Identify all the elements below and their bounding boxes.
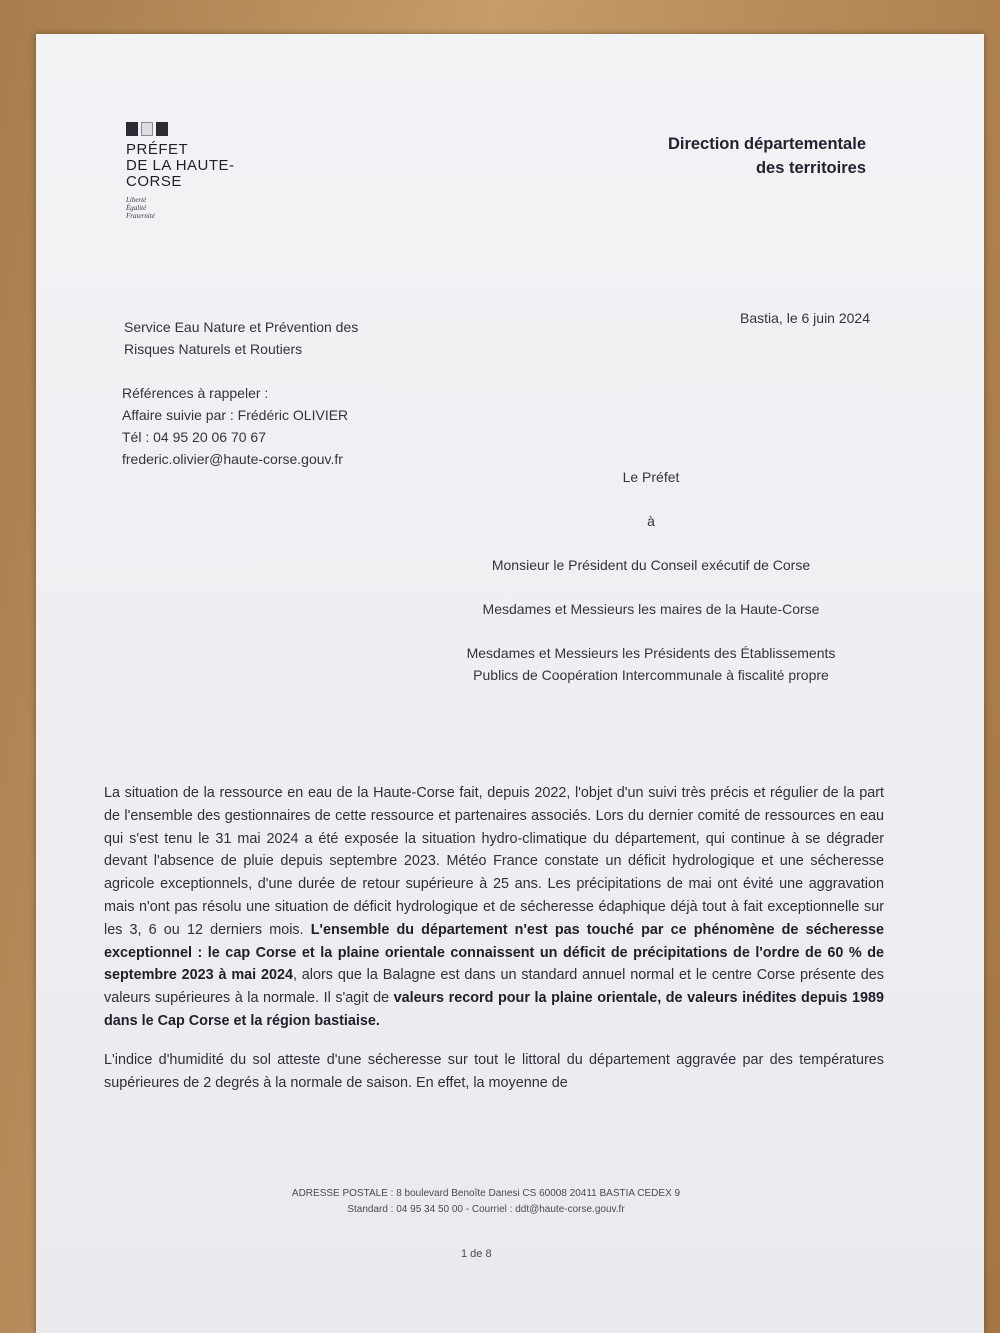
recipient-1: Monsieur le Président du Conseil exécutif de Corse	[491, 557, 811, 573]
letter-page	[36, 34, 984, 1333]
body-paragraph-2: L'indice d'humidité du sol atteste d'une sécheresse sur tout le littoral du département aggravée par des températures supérieures de 2 degrés à la normale de saison. En effet, la moyenne de	[104, 1051, 884, 1091]
sender-phone: Tél : 04 95 20 06 70 67	[122, 429, 266, 445]
sender-email: frederic.olivier@haute-corse.gouv.fr	[122, 451, 343, 467]
motto-fraternite: Fraternité	[126, 212, 155, 220]
recipient-3-line-1: Mesdames et Messieurs les Présidents des Établissements	[466, 645, 836, 661]
body-paragraph-1	[104, 782, 884, 1033]
p1-text-a: La situation de la ressource en eau de la Haute-Corse fait, depuis 2022, l'objet d'un suivi très précis et régulier de la part de l'ensemble des gestionnaires de cette ressource et partenaires associés. Lors du dernier comité de ressources en eau qui s'est tenu le 31 mai 2024 a été exposée la situation hydro-climatique du département, qui continue à se dégrader devant l'absence de pluie depuis septembre 2023. Météo France constate un déficit hydrologique et une sécheresse agricole exceptionnels, d'une durée de retour supérieure à 25 ans. Les précipitations de mai ont évité une aggravation mais n'ont pas résolu une situation de déficit hydrologique et de sécheresse édaphique déjà tout à fait exceptionnelle sur les 3, 6 ou 12 derniers mois.	[104, 785, 884, 938]
recipient-2: Mesdames et Messieurs les maires de la Haute-Corse	[482, 601, 820, 617]
letter-footer	[236, 1186, 736, 1218]
recipients-block	[426, 466, 876, 686]
p1-bold-d: valeurs record pour la plaine orientale, de valeurs inédites depuis 1989 dans le Cap Corse et la région bastiaise.	[104, 990, 884, 1029]
sender-references	[122, 382, 348, 470]
direction-title	[668, 132, 866, 180]
marianne-flag-icon	[126, 122, 326, 136]
p1-text-c: , alors que la Balagne est dans un standard annuel normal et le centre Corse présente des valeurs supérieures à la normale. Il s'agit de	[104, 967, 884, 1007]
footer-address: ADRESSE POSTALE : 8 boulevard Benoîte Danesi CS 60008 20411 BASTIA CEDEX 9	[291, 1188, 681, 1199]
motto-liberte: Liberté	[126, 196, 147, 204]
p1-bold-b: L'ensemble du département n'est pas touché par ce phénomène de sécheresse exceptionnel : le cap Corse et la plaine orientale connaissent un déficit de précipitations de l'ordre de 60 % de septembre 2023 à mai 2024	[104, 921, 884, 984]
prefecture-logo	[126, 122, 326, 220]
direction-line-1: Direction départementale	[667, 135, 866, 153]
page-number: 1 de 8	[461, 1248, 492, 1260]
footer-contact: Standard : 04 95 34 50 00 - Courriel : ddt@haute-corse.gouv.fr	[347, 1204, 625, 1215]
letter-date: Bastia, le 6 juin 2024	[740, 310, 870, 326]
sender-service	[124, 316, 358, 360]
followed-by: Affaire suivie par : Frédéric OLIVIER	[122, 407, 349, 423]
republic-motto	[126, 196, 326, 220]
service-line-2: Risques Naturels et Routiers	[124, 341, 303, 357]
recipient-from: Le Préfet	[622, 469, 680, 485]
service-line-1: Service Eau Nature et Prévention des	[124, 319, 359, 335]
refs-label: Références à rappeler :	[122, 385, 269, 401]
recipient-to-word: à	[647, 513, 655, 529]
direction-line-2: des territoires	[755, 159, 866, 177]
motto-egalite: Égalité	[126, 204, 147, 212]
recipient-3-line-2: Publics de Coopération Intercommunale à fiscalité propre	[473, 667, 829, 683]
logo-title: PRÉFET DE LA HAUTE- CORSE	[126, 141, 235, 190]
letter-body	[104, 782, 884, 1110]
